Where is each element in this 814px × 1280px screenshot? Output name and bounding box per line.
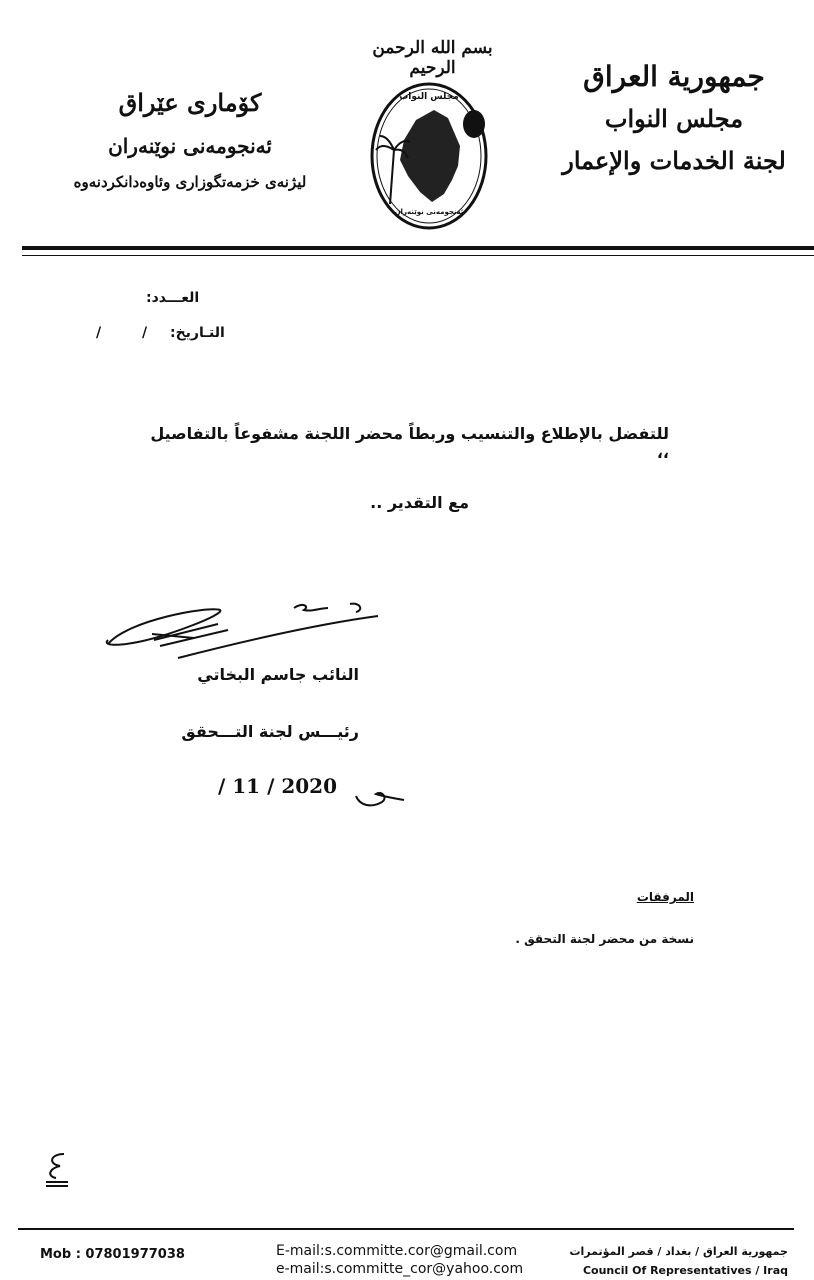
header-divider-thick xyxy=(22,246,814,250)
attachment-item: نسخة من محضر لجنة التحقق . xyxy=(515,932,694,946)
header-kurdish xyxy=(40,80,340,198)
handwritten-page-mark xyxy=(40,1150,74,1188)
footer-address xyxy=(569,1242,788,1280)
attachments-title: المرفقات xyxy=(636,890,694,904)
footer-email-gmail: E-mail:s.committe.cor@gmail.com xyxy=(276,1243,518,1259)
document-date xyxy=(90,325,225,341)
document-date-value: / / xyxy=(96,325,166,341)
header-arabic xyxy=(554,55,794,183)
footer-mobile: Mob : 07801977038 xyxy=(40,1247,185,1262)
seal-bottom-text: ئەنجومەنی نوێنەران xyxy=(394,208,464,216)
seal-top-text: مجلس النواب xyxy=(399,92,459,102)
footer-email-yahoo: e-mail:s.committe_cor@yahoo.com xyxy=(276,1261,524,1277)
document-number-label: العـــدد: xyxy=(146,290,200,306)
header-divider-thin xyxy=(22,255,814,256)
header-kurdish-country: کۆماری عێراق xyxy=(118,88,262,117)
header-arabic-committee: لجنة الخدمات والإعمار xyxy=(562,146,786,175)
parliament-seal xyxy=(368,80,490,232)
header-kurdish-council: ئەنجومەنی نوێنەران xyxy=(108,134,272,158)
footer-divider xyxy=(18,1228,794,1230)
handwritten-day-mark xyxy=(352,782,408,812)
handwritten-signature xyxy=(98,600,388,662)
signatory-name: النائب جاسم البخاتي xyxy=(197,665,359,684)
footer-emails xyxy=(276,1242,523,1278)
header-arabic-country: جمهورية العراق xyxy=(583,60,765,93)
footer-address-arabic: جمهورية العراق / بغداد / قصر المؤتمرات xyxy=(569,1245,788,1258)
document-date-label: التـاريخ: xyxy=(169,325,225,341)
header-arabic-council: مجلس النواب xyxy=(604,104,744,133)
footer-address-english: Council Of Representatives / Iraq xyxy=(582,1264,788,1277)
signature-date: / 11 / 2020 xyxy=(218,774,337,798)
signatory-title: رئيـــس لجنة التـــحقق xyxy=(181,722,359,741)
basmala: بسم الله الرحمن الرحيم xyxy=(372,38,493,78)
body-paragraph: للتفضل بالإطلاع والتنسيب وربطاً محضر اللجنة مشفوعاً بالتفاصيل ،، xyxy=(150,424,669,462)
header-kurdish-committee: لیژنەی خزمەتگوزاری وئاوەدانکردنەوە xyxy=(73,173,307,191)
body-regards: مع التقدير .. xyxy=(370,493,469,512)
